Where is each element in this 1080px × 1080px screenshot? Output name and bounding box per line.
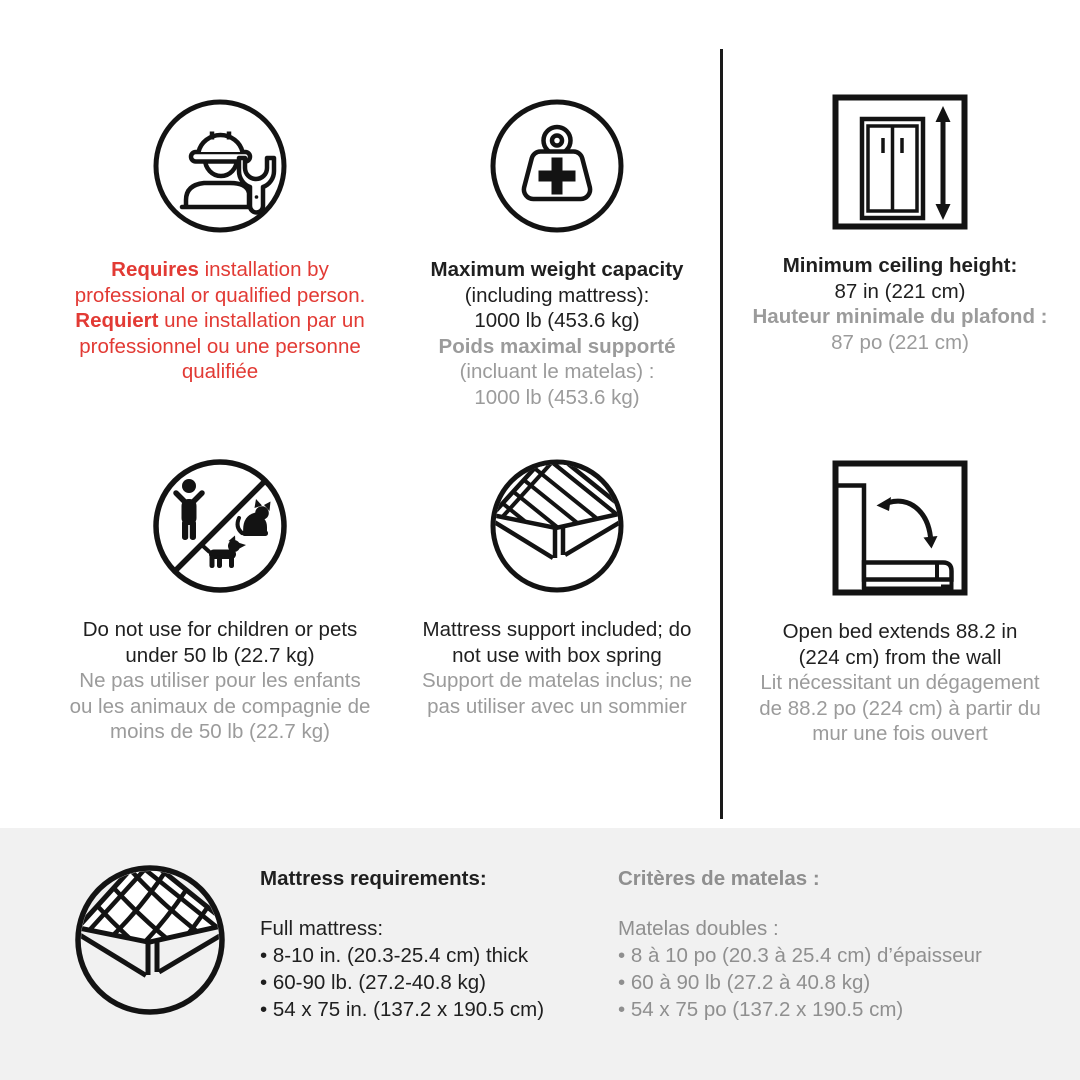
open-bed-icon [737,458,1063,598]
mattress-requirements-band [0,828,1080,1080]
mattress-support-icon [397,456,717,596]
text-line: 87 in (221 cm) [834,279,966,303]
mattress-icon [72,862,228,1018]
band-title-en: Mattress requirements: [260,867,487,890]
bullet-line: • 54 x 75 po (137.2 x 190.5 cm) [618,998,904,1021]
band-bullets-fr [618,942,1078,1023]
text-line: Open bed extends 88.2 in [782,620,1018,643]
text-line: Maximum weight capacity [430,258,684,281]
text-line: professionnel ou une personne [79,334,361,358]
text-line: Ne pas utiliser pour les enfants [79,669,361,692]
panel-open-bed [737,458,1063,747]
text-line: moins de 50 lb (22.7 kg) [110,720,330,743]
text-line: Lit nécessitant un dégagement [760,671,1040,694]
no-children-pets-icon [30,456,410,596]
band-intro-en: Full mattress: [260,917,384,940]
mattress-requirements-fr [618,866,1078,1023]
text-line: qualifiée [181,360,259,383]
text-line: under 50 lb (22.7 kg) [125,643,315,667]
text-line: Minimum ceiling height: [782,254,1018,277]
bullet-line: • 60-90 lb. (27.2-40.8 kg) [260,971,486,994]
text-line: Requiert une installation par un [75,309,365,332]
bullet-line: • 54 x 75 in. (137.2 x 190.5 cm) [260,998,545,1021]
text-line: not use with box spring [452,643,662,667]
mattress-requirements-en [260,866,605,1023]
text-line: Do not use for children or pets [82,618,358,641]
panel-text [397,257,717,410]
bullet-line: • 8-10 in. (20.3-25.4 cm) thick [260,944,529,967]
panel-weight-capacity [397,96,717,410]
band-bullets-en [260,942,605,1023]
text-line: 87 po (221 cm) [831,330,969,354]
band-title-fr: Critères de matelas : [618,867,820,890]
text-line: (including mattress): [464,283,650,307]
bullet-line: • 60 à 90 lb (27.2 à 40.8 kg) [618,971,871,994]
vertical-divider [720,49,723,819]
text-line: Poids maximal supporté [438,334,676,358]
band-intro-fr: Matelas doubles : [618,917,779,940]
text-line: pas utiliser avec un sommier [427,694,687,718]
panel-no-children-pets [30,456,410,745]
text-line: (incluant le matelas) : [459,360,655,383]
text-line: de 88.2 po (224 cm) à partir du [759,696,1041,720]
text-line: 1000 lb (453.6 kg) [474,385,640,409]
text-line: 1000 lb (453.6 kg) [474,309,640,332]
text-line: Support de matelas inclus; ne [421,669,693,692]
panel-text [737,253,1063,355]
text-line: ou les animaux de compagnie de [69,694,371,718]
panel-ceiling-height [737,92,1063,355]
text-line: Hauteur minimale du plafond : [752,305,1048,328]
installer-icon [30,96,410,236]
panel-text [30,617,410,745]
text-line: professional or qualified person. [74,283,366,307]
text-line: Mattress support included; do [422,618,692,641]
ceiling-height-icon [737,92,1063,232]
panel-text [30,257,410,385]
text-line: (224 cm) from the wall [798,645,1002,669]
weight-icon [397,96,717,236]
bullet-line: • 8 à 10 po (20.3 à 25.4 cm) d’épaisseur [618,944,982,967]
text-line: mur une fois ouvert [812,722,988,745]
panel-text [737,619,1063,747]
panel-mattress-support [397,456,717,719]
text-line: Requires installation by [111,258,329,281]
panel-text [397,617,717,719]
panel-installation [30,96,410,385]
